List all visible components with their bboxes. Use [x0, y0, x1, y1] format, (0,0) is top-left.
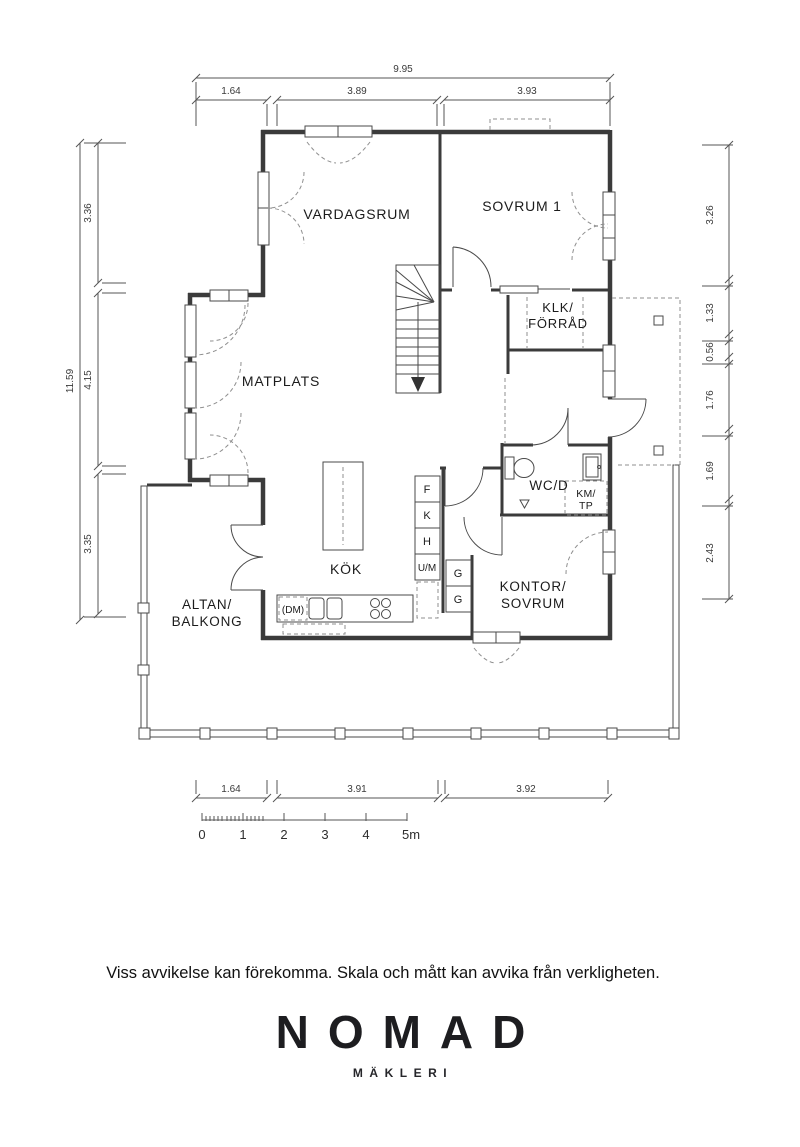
room-label-vardagsrum: VARDAGSRUM — [303, 206, 411, 222]
floor-drain — [520, 500, 529, 508]
room-label-kok: KÖK — [330, 561, 362, 577]
railing-post — [607, 728, 617, 739]
label-km-line1: KM/ — [576, 488, 596, 500]
dim-bottom-seg3: 3.92 — [516, 784, 536, 795]
sink-basin-1 — [309, 598, 324, 619]
dim-top-seg2: 3.89 — [347, 86, 367, 97]
bottom-dimension-lines — [192, 780, 612, 802]
railing-post — [335, 728, 345, 739]
dim-left-seg2: 4.15 — [83, 370, 94, 390]
scale-label-3: 3 — [321, 827, 329, 842]
dim-right-seg6: 2.43 — [705, 543, 716, 563]
footer — [106, 964, 660, 1080]
label-wardrobe-g2: G — [453, 594, 463, 606]
logo-makleri: MÄKLERI — [352, 1066, 454, 1080]
porch-post — [654, 446, 663, 455]
logo-nomad: NOMAD — [275, 1006, 545, 1058]
porch-post — [654, 316, 663, 325]
label-km-line2: TP — [578, 500, 594, 512]
railing-post — [669, 728, 679, 739]
room-label-kontor-line1: KONTOR/ — [499, 579, 567, 594]
stove-burner — [371, 610, 380, 619]
stairs — [396, 265, 440, 393]
right-dimension-lines — [702, 141, 733, 603]
room-label-klk-line1: KLK/ — [542, 300, 574, 315]
label-oven-micro: U/M — [417, 563, 437, 574]
window-bay-3 — [185, 413, 196, 459]
label-fridge: F — [423, 484, 431, 496]
dim-left-overall: 11.59 — [65, 368, 76, 394]
room-label-kontor-line2: SOVRUM — [500, 596, 566, 611]
dim-right-seg1: 3.26 — [705, 205, 716, 225]
dim-right-seg5: 1.69 — [705, 461, 716, 481]
sliding-door-klk — [500, 286, 538, 293]
label-dishwasher: (DM) — [281, 605, 305, 616]
scale-label-2: 2 — [280, 827, 288, 842]
disclaimer-text: Viss avvikelse kan förekomma. Skala och mått kan avvika från verkligheten. — [106, 964, 660, 982]
scale-label-4: 4 — [362, 827, 370, 842]
window-sovrum1-east — [603, 192, 615, 260]
scale-label-5m: 5m — [401, 827, 421, 842]
scale-bar — [198, 813, 420, 842]
dim-top-seg1: 1.64 — [221, 86, 241, 97]
stove-burner — [382, 599, 391, 608]
dim-right-seg2: 1.33 — [705, 303, 716, 323]
sink-basin-2 — [327, 598, 342, 619]
dim-bottom-seg1: 1.64 — [221, 784, 241, 795]
stove-burner — [371, 599, 380, 608]
room-labels — [172, 198, 596, 629]
scale-label-0: 0 — [198, 827, 206, 842]
window-bay-1 — [185, 305, 196, 357]
railing-post — [403, 728, 413, 739]
railing-post — [471, 728, 481, 739]
dim-top-overall: 9.95 — [393, 64, 413, 75]
dim-right-seg4: 1.76 — [705, 390, 716, 410]
railing-post — [200, 728, 210, 739]
railing-post — [267, 728, 277, 739]
room-label-sovrum1: SOVRUM 1 — [482, 198, 562, 214]
scale-label-1: 1 — [239, 827, 247, 842]
dim-left-seg3: 3.35 — [83, 534, 94, 554]
railing-post — [539, 728, 549, 739]
toilet-tank — [505, 457, 514, 479]
left-dimension-lines — [65, 139, 126, 624]
dim-top-seg3: 3.93 — [517, 86, 537, 97]
railing-post — [138, 603, 149, 613]
label-h-cabinet: H — [423, 536, 431, 548]
room-label-matplats: MATPLATS — [241, 373, 321, 389]
dim-right-seg3: 0.56 — [705, 342, 716, 362]
room-label-altan-line2: BALKONG — [171, 614, 243, 629]
label-freezer: K — [423, 510, 431, 522]
stair-direction-arrow — [411, 377, 425, 392]
top-dimension-lines — [192, 64, 614, 126]
room-label-wcd: WC/D — [529, 478, 569, 493]
room-label-altan-line1: ALTAN/ — [181, 597, 233, 612]
railing-post — [139, 728, 150, 739]
label-wardrobe-g1: G — [453, 568, 463, 580]
dim-left-seg1: 3.36 — [83, 203, 94, 223]
stove-burner — [382, 610, 391, 619]
window-bay-2 — [185, 362, 196, 408]
toilet-bowl — [514, 459, 534, 478]
railing-post — [138, 665, 149, 675]
room-label-klk-line2: FÖRRÅD — [528, 316, 588, 331]
dim-bottom-seg2: 3.91 — [347, 784, 367, 795]
